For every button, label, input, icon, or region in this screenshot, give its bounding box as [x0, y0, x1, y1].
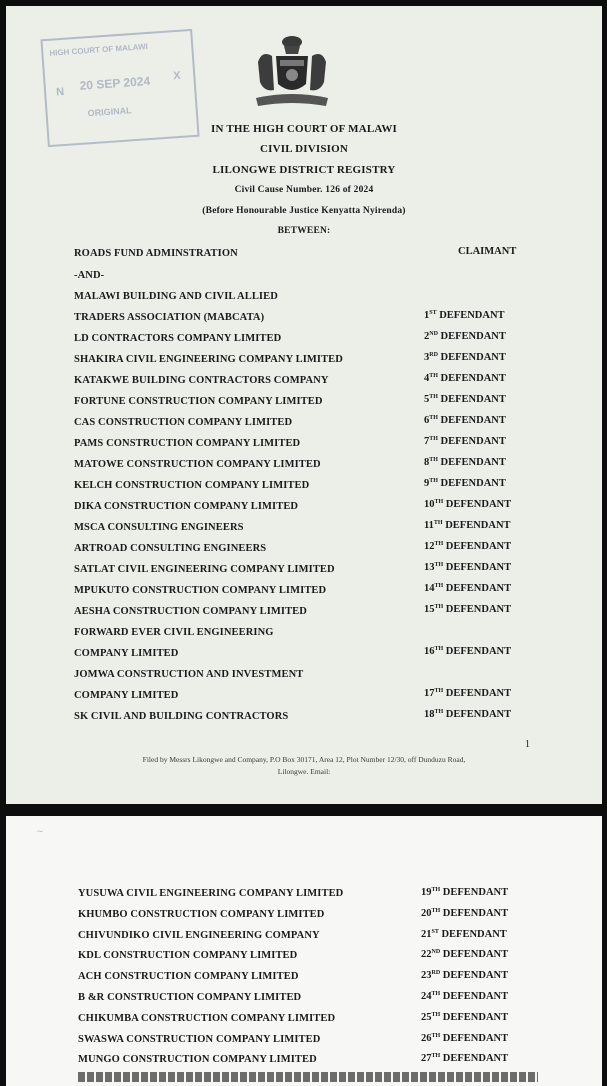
defendant-name: DIKA CONSTRUCTION COMPANY LIMITED [74, 501, 299, 512]
ordinal-suffix: TH [431, 907, 441, 914]
defendant-name: KDL CONSTRUCTION COMPANY LIMITED [78, 950, 298, 962]
defendant-role [424, 646, 511, 657]
ordinal-suffix: ST [429, 310, 437, 316]
ordinal-suffix: ST [431, 928, 439, 935]
defendant-label: DEFENDANT [443, 499, 512, 510]
defendant-role [424, 373, 506, 384]
defendant-name: PAMS CONSTRUCTION COMPANY LIMITED [74, 438, 301, 449]
filing-note-line1: Filed by Messrs Likongwe and Company, P.O Box 30171, Area 12, Plot Number 12/30, off Dunduzu Road, [142, 755, 466, 764]
court-name: IN THE HIGH COURT OF MALAWI [210, 123, 398, 135]
and-separator: -AND- [74, 270, 105, 281]
cause-number: Civil Cause Number. 126 of 2024 [234, 185, 374, 195]
defendant-name: CAS CONSTRUCTION COMPANY LIMITED [74, 417, 293, 428]
ordinal-suffix: TH [434, 604, 444, 610]
defendant-label: DEFENDANT [438, 928, 507, 940]
defendant-number: 7 [424, 436, 430, 447]
defendant-number: 24 [421, 991, 432, 1002]
defendant-role [421, 1033, 508, 1044]
defendant-label: DEFENDANT [440, 1011, 509, 1023]
ordinal-suffix: TH [431, 1011, 441, 1018]
defendant-label: DEFENDANT [440, 907, 509, 919]
defendant-label: DEFENDANT [437, 352, 506, 363]
defendant-label: DEFENDANT [443, 604, 512, 615]
defendant-label: DEFENDANT [436, 310, 505, 321]
defendant-number: 27 [421, 1053, 432, 1065]
defendant-label: DEFENDANT [443, 646, 512, 657]
defendant-label: DEFENDANT [440, 991, 509, 1002]
defendant-name: COMPANY LIMITED [74, 690, 179, 701]
defendant-label: DEFENDANT [443, 583, 512, 594]
defendant-role [424, 457, 506, 468]
defendant-role [421, 929, 507, 940]
defendant-name: SHAKIRA CIVIL ENGINEERING COMPANY LIMITED [74, 354, 343, 365]
defendant-label: DEFENDANT [437, 436, 506, 447]
defendant-label: DEFENDANT [437, 478, 506, 489]
ordinal-suffix: TH [434, 499, 444, 505]
defendant-label: DEFENDANT [440, 970, 509, 982]
defendant-name: SK CIVIL AND BUILDING CONTRACTORS [74, 711, 289, 722]
defendant-number: 26 [421, 1032, 432, 1044]
ordinal-suffix: TH [434, 583, 444, 589]
defendant-role [424, 310, 505, 321]
defendant-name: MSCA CONSULTING ENGINEERS [74, 522, 244, 533]
defendant-name: SWASWA CONSTRUCTION COMPANY LIMITED [78, 1033, 321, 1045]
ordinal-suffix: TH [431, 991, 441, 997]
defendant-label: DEFENDANT [443, 688, 512, 699]
ordinal-suffix: TH [431, 887, 441, 893]
claimant-role: CLAIMANT [458, 246, 517, 257]
document-page-1 [6, 6, 602, 804]
defendant-name: KELCH CONSTRUCTION COMPANY LIMITED [74, 480, 310, 491]
defendant-number: 9 [424, 478, 430, 489]
defendant-name: KHUMBO CONSTRUCTION COMPANY LIMITED [78, 908, 325, 920]
defendant-number: 22 [421, 949, 432, 961]
defendant-name: MATOWE CONSTRUCTION COMPANY LIMITED [74, 459, 321, 470]
ordinal-suffix: TH [429, 457, 438, 463]
defendant-role [424, 415, 506, 426]
ordinal-suffix: TH [431, 1032, 441, 1039]
defendant-name: MPUKUTO CONSTRUCTION COMPANY LIMITED [74, 585, 327, 596]
defendant-number: 1 [424, 310, 430, 321]
defendant-role [424, 583, 511, 594]
ordinal-suffix: TH [434, 646, 444, 652]
defendant-number: 11 [424, 520, 434, 531]
defendant-role [421, 908, 508, 919]
defendant-role [421, 970, 508, 981]
defendant-number: 13 [424, 562, 435, 573]
defendant-name: MUNGO CONSTRUCTION COMPANY LIMITED [78, 1054, 317, 1066]
registry: LILONGWE DISTRICT REGISTRY [212, 164, 396, 176]
defendant-name: JOMWA CONSTRUCTION AND INVESTMENT [74, 669, 304, 680]
defendant-number: 12 [424, 541, 435, 552]
cut-off-row [78, 1072, 538, 1082]
division: CIVIL DIVISION [259, 143, 349, 155]
defendant-name: MALAWI BUILDING AND CIVIL ALLIED [74, 291, 278, 302]
defendant-label: DEFENDANT [443, 541, 512, 552]
court-stamp: HIGH COURT OF MALAWI N 20 SEP 2024 X ORIGINAL [40, 29, 199, 147]
defendant-label: DEFENDANT [443, 709, 512, 720]
defendant-number: 15 [424, 604, 435, 615]
defendant-number: 5 [424, 394, 430, 405]
defendant-name: LD CONTRACTORS COMPANY LIMITED [74, 333, 282, 344]
ordinal-suffix: TH [434, 541, 444, 547]
defendant-number: 6 [424, 415, 430, 426]
ordinal-suffix: RD [431, 970, 441, 977]
defendant-label: DEFENDANT [440, 887, 509, 898]
defendant-role [424, 394, 506, 405]
defendant-role [424, 352, 506, 363]
defendant-role [421, 887, 508, 898]
page-number: 1 [525, 739, 530, 750]
defendant-number: 14 [424, 583, 435, 594]
defendant-role [424, 499, 511, 510]
defendant-number: 16 [424, 646, 435, 657]
defendant-label: DEFENDANT [437, 373, 506, 384]
defendant-name: B &R CONSTRUCTION COMPANY LIMITED [78, 992, 302, 1003]
defendant-number: 19 [421, 887, 432, 898]
defendant-name: KATAKWE BUILDING CONTRACTORS COMPANY [74, 375, 329, 386]
ordinal-suffix: TH [434, 562, 444, 568]
document-page-2 [6, 816, 602, 1086]
defendant-name: CHIKUMBA CONSTRUCTION COMPANY LIMITED [78, 1012, 336, 1024]
ordinal-suffix: TH [429, 436, 438, 442]
scan-mark: ∼ [36, 826, 44, 836]
filing-note-line2: Lilongwe. Email: [277, 767, 331, 776]
defendant-number: 4 [424, 373, 430, 384]
defendant-label: DEFENDANT [440, 949, 509, 961]
defendant-name: SATLAT CIVIL ENGINEERING COMPANY LIMITED [74, 564, 335, 575]
defendant-role [424, 541, 511, 552]
defendant-role [424, 436, 506, 447]
defendant-role [421, 1053, 508, 1064]
defendant-role [424, 478, 506, 489]
defendant-label: DEFENDANT [440, 1032, 509, 1044]
ordinal-suffix: TH [429, 415, 438, 421]
defendant-number: 3 [424, 352, 430, 363]
defendant-role [421, 991, 508, 1002]
defendant-number: 23 [421, 970, 432, 982]
defendant-label: DEFENDANT [443, 562, 512, 573]
defendant-number: 20 [421, 907, 432, 919]
defendant-role [424, 709, 511, 720]
defendant-label: DEFENDANT [442, 520, 511, 531]
ordinal-suffix: TH [429, 478, 438, 484]
defendant-label: DEFENDANT [440, 1053, 509, 1065]
ordinal-suffix: ND [431, 949, 441, 956]
ordinal-suffix: RD [429, 352, 438, 358]
defendant-role [424, 520, 511, 531]
defendant-name: YUSUWA CIVIL ENGINEERING COMPANY LIMITED [78, 888, 344, 899]
ordinal-suffix: TH [434, 709, 444, 715]
ordinal-suffix: TH [429, 394, 438, 400]
ordinal-suffix: TH [431, 1053, 441, 1060]
defendant-number: 25 [421, 1011, 432, 1023]
defendant-name: ACH CONSTRUCTION COMPANY LIMITED [78, 971, 299, 983]
defendant-number: 8 [424, 457, 430, 468]
defendant-label: DEFENDANT [437, 394, 506, 405]
ordinal-suffix: TH [433, 520, 443, 526]
defendant-number: 21 [421, 928, 432, 940]
defendant-name: TRADERS ASSOCIATION (MABCATA) [74, 312, 265, 323]
coat-of-arms-icon [252, 32, 332, 114]
defendant-name: CHIVUNDIKO CIVIL ENGINEERING COMPANY [78, 929, 320, 941]
ordinal-suffix: TH [434, 688, 444, 694]
judge-line: (Before Honourable Justice Kenyatta Nyirenda) [202, 206, 406, 216]
defendant-number: 17 [424, 688, 435, 699]
defendant-role [424, 688, 511, 699]
claimant-name: ROADS FUND ADMINSTRATION [74, 248, 238, 259]
defendant-name: FORWARD EVER CIVIL ENGINEERING [74, 627, 274, 638]
defendant-role [421, 949, 508, 960]
defendant-label: DEFENDANT [437, 415, 506, 426]
defendant-name: ARTROAD CONSULTING ENGINEERS [74, 543, 267, 554]
defendant-label: DEFENDANT [437, 331, 506, 342]
defendant-name: FORTUNE CONSTRUCTION COMPANY LIMITED [74, 396, 323, 407]
ordinal-suffix: ND [429, 331, 438, 337]
defendant-role [424, 604, 511, 615]
defendant-name: AESHA CONSTRUCTION COMPANY LIMITED [74, 606, 307, 617]
defendant-role [424, 562, 511, 573]
defendant-number: 2 [424, 331, 430, 342]
defendant-role [424, 331, 506, 342]
defendant-name: COMPANY LIMITED [74, 648, 179, 659]
defendant-label: DEFENDANT [437, 457, 506, 468]
ordinal-suffix: TH [429, 373, 438, 379]
defendant-number: 18 [424, 709, 435, 720]
between-label: BETWEEN: [277, 226, 331, 236]
defendant-role [421, 1012, 508, 1023]
defendant-number: 10 [424, 499, 435, 510]
